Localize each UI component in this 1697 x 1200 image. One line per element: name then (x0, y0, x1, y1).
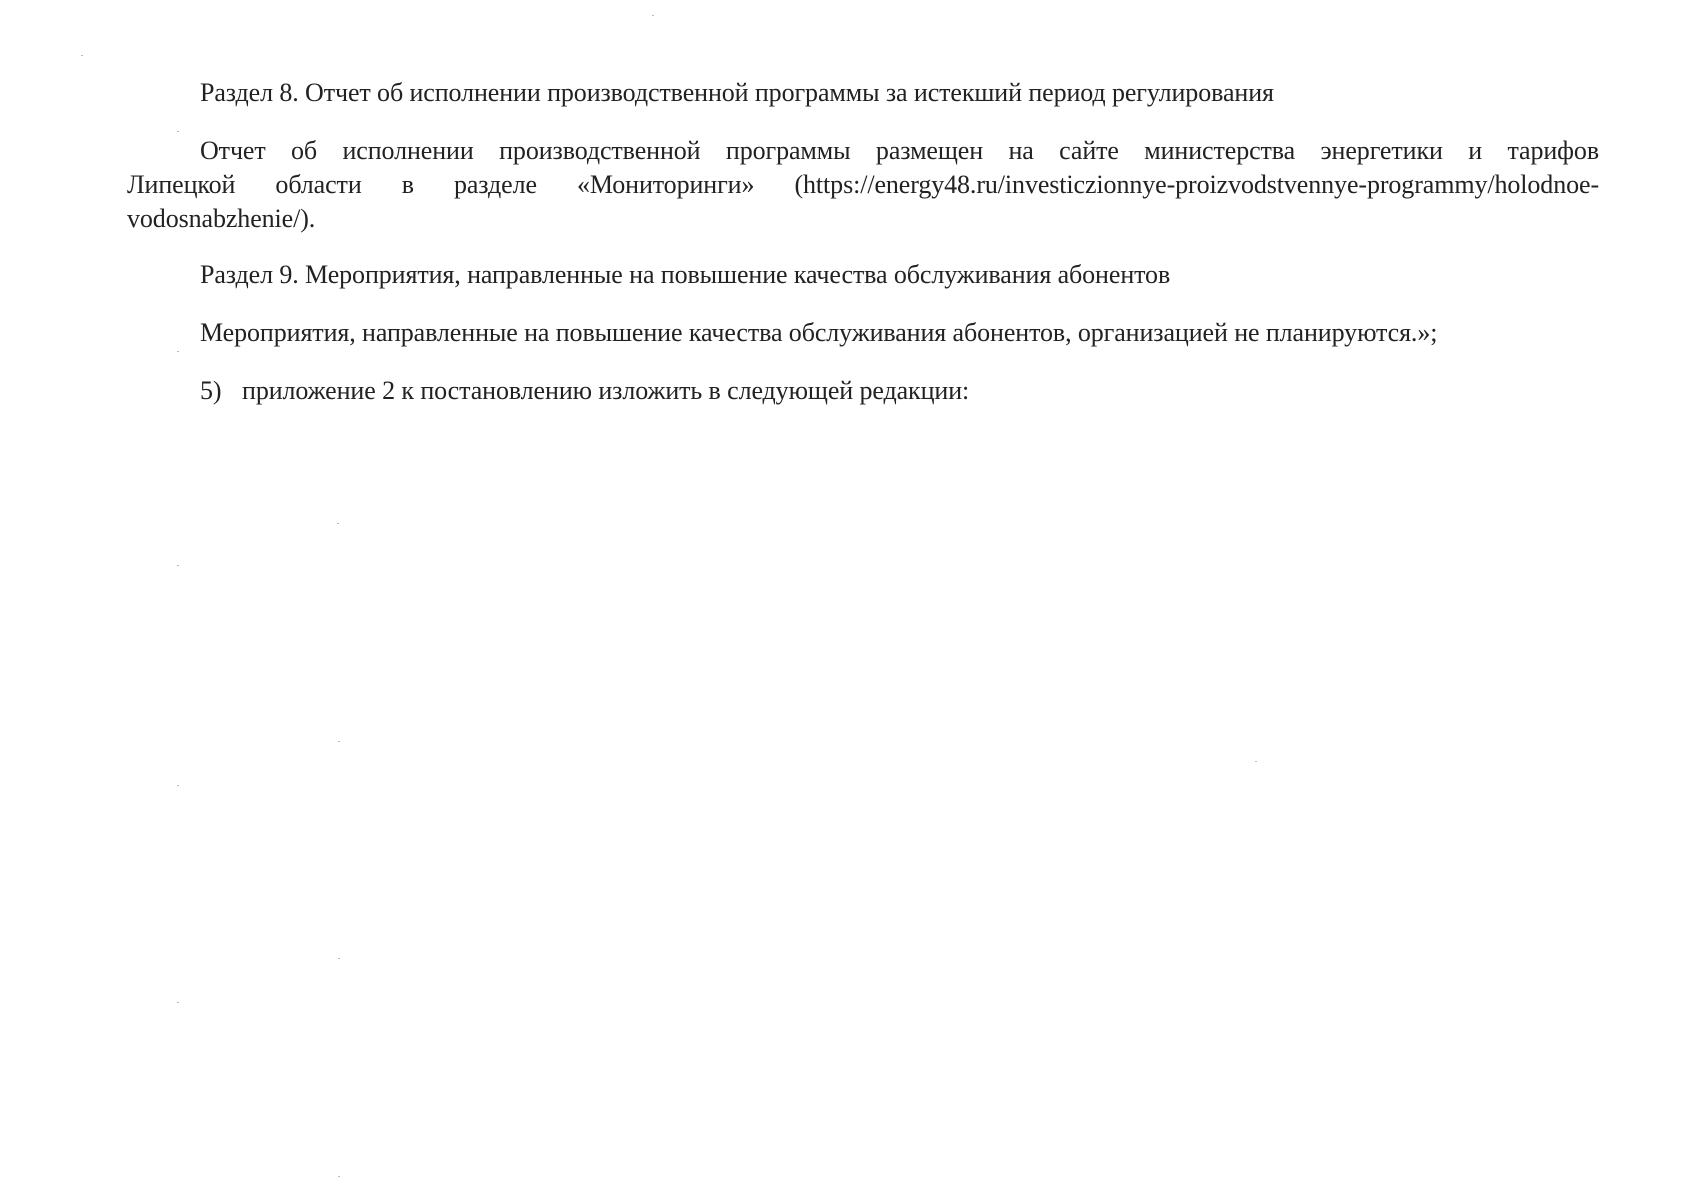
section-9-body: Мероприятия, направленные на повышение качества обслуживания абонентов, организацией не планируются.»; (200, 318, 1438, 347)
section-8-heading: Раздел 8. Отчет об исполнении производственной программы за истекший период регулирования (200, 78, 1274, 107)
scan-speck (338, 741, 340, 742)
scan-speck (338, 1176, 340, 1177)
scan-speck (652, 15, 654, 16)
item-5-number: 5) (200, 376, 222, 405)
scan-speck (338, 958, 340, 959)
section-8-body-line-3: vodosnabzhenie/). (127, 204, 316, 233)
scan-speck (177, 131, 179, 132)
scan-speck (177, 351, 179, 352)
section-9-heading: Раздел 9. Мероприятия, направленные на повышение качества обслуживания абонентов (200, 260, 1171, 289)
section-8-body-line-2: Липецкой области в разделе «Мониторинги» (https://energy48.ru/investiczionnye-proizvodstvennye-programmy/holodnoe- (127, 170, 1599, 199)
scan-speck (177, 785, 179, 786)
scan-speck (1255, 761, 1257, 762)
scan-speck (177, 1002, 179, 1003)
scan-speck (177, 565, 179, 566)
scan-speck (81, 55, 83, 56)
section-8-body-line-1: Отчет об исполнении производственной программы размещен на сайте министерства энергетики и тарифов (200, 136, 1599, 165)
scan-speck (337, 523, 339, 524)
item-5-text: приложение 2 к постановлению изложить в следующей редакции: (242, 376, 970, 405)
item-5-paragraph (200, 374, 969, 408)
